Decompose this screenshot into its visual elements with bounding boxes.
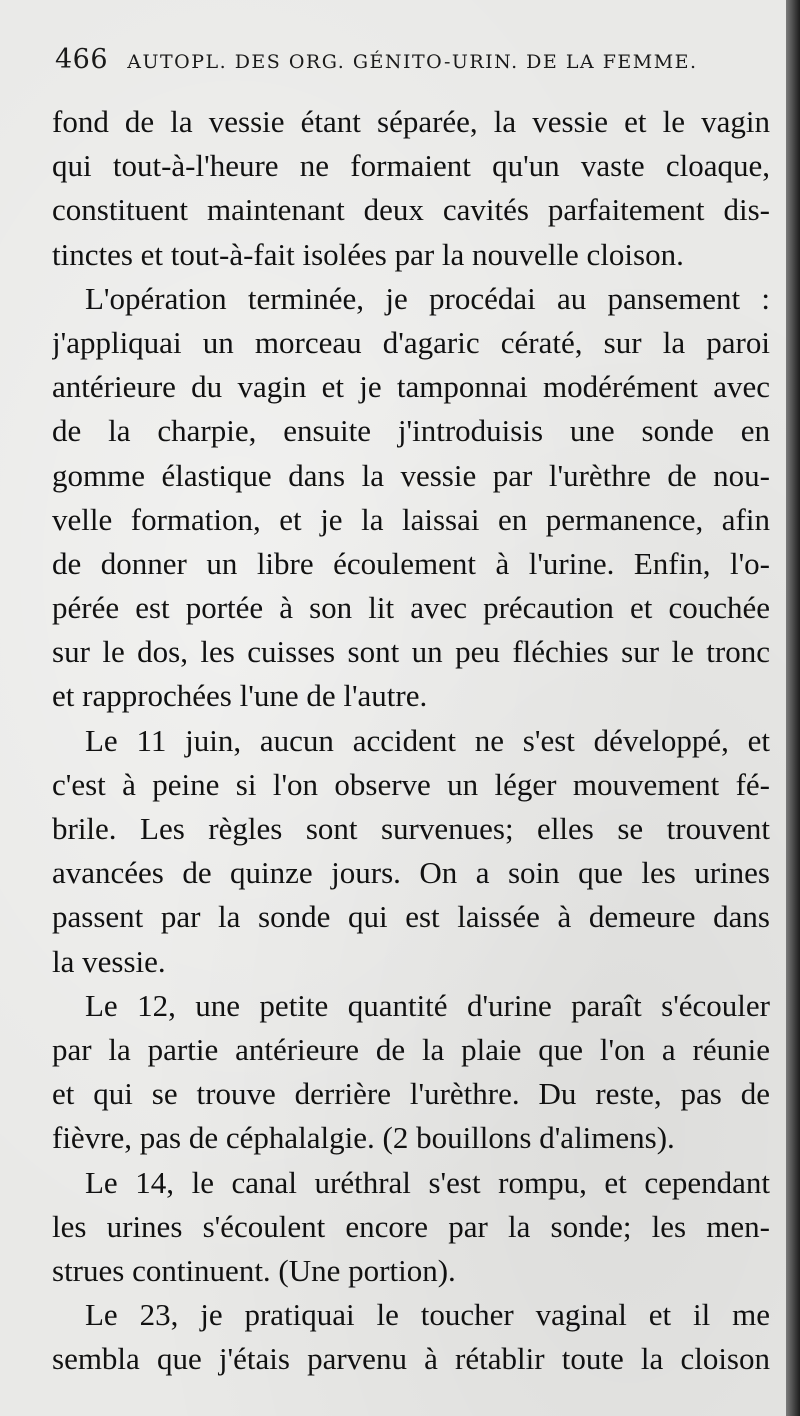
text-line: strues continuent. (Une portion). [52,1252,456,1288]
paragraph-first-line: L'opération terminée, je procédai au pansement : [85,280,770,316]
running-title: AUTOPL. DES ORG. GÉNITO-URIN. DE LA FEMME. [127,51,698,73]
text-line: les urines s'écoulent encore par la sonde; les men- [52,1208,770,1244]
text-line: velle formation, et je la laissai en permanence, afin [52,501,770,537]
page-body [52,100,770,1381]
running-header [55,44,755,75]
text-line: fièvre, pas de céphalalgie. (2 bouillons d'alimens). [52,1120,675,1156]
text-line: tinctes et tout-à-fait isolées par la nouvelle cloison. [52,236,684,272]
text-line: c'est à peine si l'on observe un léger mouvement fé- [52,766,770,802]
paragraph-first-line: Le 23, je pratiquai le toucher vaginal et il me [85,1297,770,1333]
page-number: 466 [55,44,109,75]
text-line: qui tout-à-l'heure ne formaient qu'un vaste cloaque, [52,148,770,184]
text-line: de la charpie, ensuite j'introduisis une sonde en [52,413,770,449]
paragraph-first-line: Le 11 juin, aucun accident ne s'est développé, et [85,722,770,758]
text-line: sur le dos, les cuisses sont un peu fléchies sur le tronc [52,634,770,670]
text-line: et qui se trouve derrière l'urèthre. Du reste, pas de [52,1076,770,1112]
text-line: passent par la sonde qui est laissée à demeure dans [52,899,770,935]
page-edge-shadow [786,0,800,1416]
text-line: pérée est portée à son lit avec précaution et couchée [52,590,770,626]
text-line: brile. Les règles sont survenues; elles se trouvent [52,811,770,846]
text-line: gomme élastique dans la vessie par l'urèthre de nou- [52,457,770,493]
paragraph-first-line: Le 14, le canal uréthral s'est rompu, et cependant [85,1164,770,1200]
text-line: sembla que j'étais parvenu à rétablir toute la cloison [52,1341,770,1377]
text-line: la vessie. [52,943,166,979]
text-line: et rapprochées l'une de l'autre. [52,678,428,714]
text-line: par la partie antérieure de la plaie que l'on a réunie [52,1031,770,1067]
text-line: constituent maintenant deux cavités parfaitement dis- [52,192,770,228]
text-line: antérieure du vagin et je tamponnai modérément avec [52,369,770,405]
text-line: j'appliquai un morceau d'agaric cératé, sur la paroi [52,324,770,360]
text-line: de donner un libre écoulement à l'urine. Enfin, l'o- [52,545,770,581]
paragraph-first-line: Le 12, une petite quantité d'urine paraît s'écouler [85,987,770,1023]
text-line: avancées de quinze jours. On a soin que les urines [52,855,770,891]
text-line: fond de la vessie étant séparée, la vessie et le vagin [52,104,770,139]
